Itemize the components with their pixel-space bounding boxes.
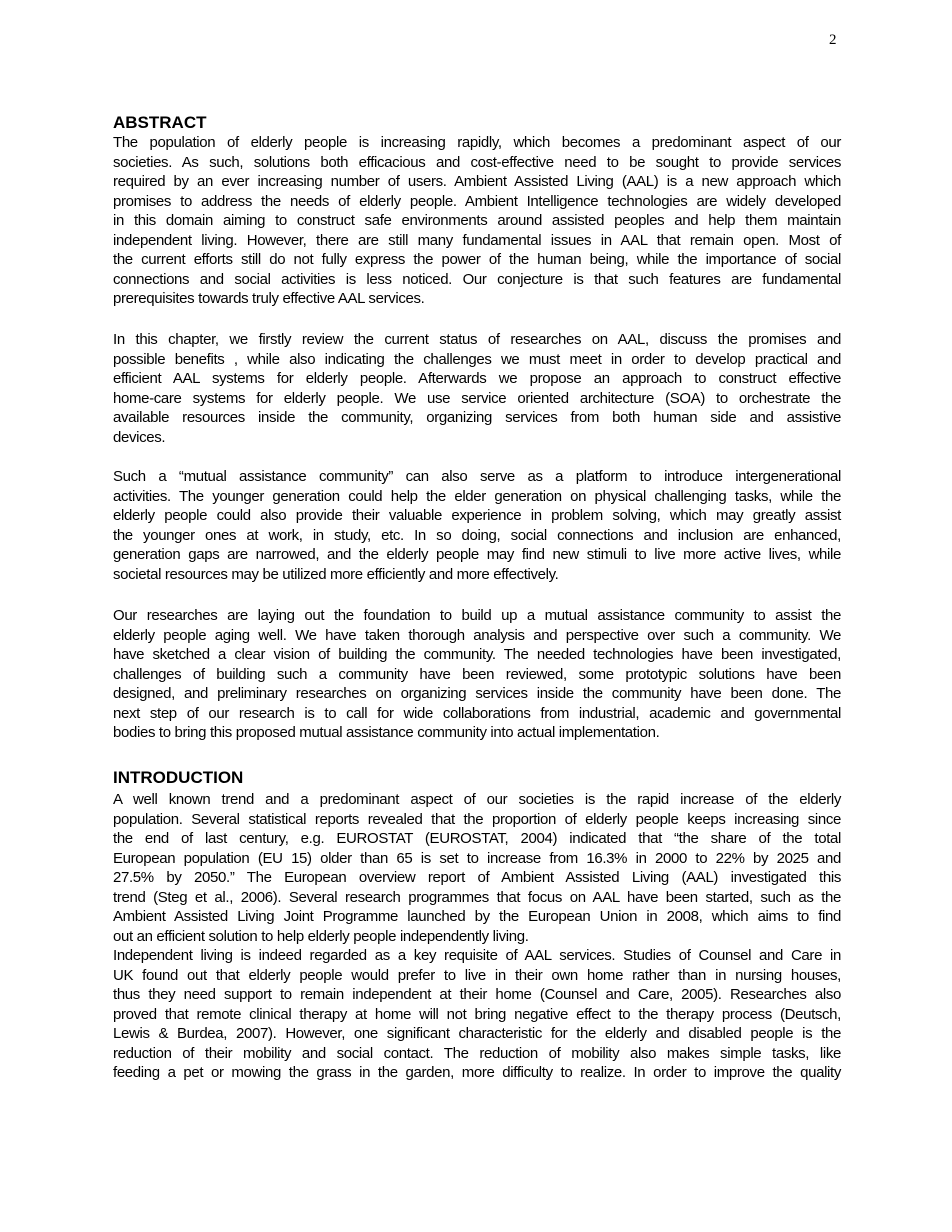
text-line: Ambient Assisted Living Joint Programme launched by the European Union in 2008, which aims to find	[113, 908, 841, 925]
text-line: bodies to bring this proposed mutual assistance community into actual implementation.	[113, 724, 660, 741]
intro-paragraph-1	[113, 790, 841, 946]
text-line: possible benefits , while also indicating the challenges we must meet in order to develop practical and	[113, 350, 841, 368]
text-line: connections and social activities is less noticed. Our conjecture is that such features are fundamental	[113, 270, 841, 288]
text-line: available resources inside the community, organizing services from both human side and assistive	[113, 409, 841, 426]
text-line: independent living. However, there are still many fundamental issues in AAL that remain open. Most of	[113, 231, 841, 249]
text-line: activities. The younger generation could help the elder generation on physical challenging tasks, while the	[113, 487, 841, 505]
text-line: Such a “mutual assistance community” can also serve as a platform to introduce intergenerational	[113, 468, 841, 485]
text-line: challenges of building such a community have been reviewed, some prototypic solutions have been	[113, 665, 841, 683]
text-line: thus they need support to remain independent at their home (Counsel and Care, 2005). Researches also	[113, 986, 841, 1003]
text-line: The population of elderly people is increasing rapidly, which becomes a predominant aspect of our	[113, 134, 841, 151]
text-line: In this chapter, we firstly review the current status of researches on AAL, discuss the promises and	[113, 331, 841, 348]
text-line: home-care systems for elderly people. We use service oriented architecture (SOA) to orchestrate the	[113, 389, 841, 407]
text-line: next step of our research is to call for wide collaborations from industrial, academic and governmental	[113, 704, 841, 722]
abstract-paragraph-4	[113, 606, 841, 743]
text-line: prerequisites towards truly effective AAL services.	[113, 290, 425, 307]
text-line: UK found out that elderly people would prefer to live in their own home rather than in nursing houses,	[113, 966, 841, 984]
text-line: required by an ever increasing number of users. Ambient Assisted Living (AAL) is a new approach which	[113, 173, 841, 190]
text-line: have sketched a clear vision of building the community. The needed technologies have been investigated,	[113, 646, 841, 663]
text-line: devices.	[113, 428, 166, 446]
text-line: the current efforts still do not fully express the power of the human being, while the importance of social	[113, 251, 841, 268]
text-line: European population (EU 15) older than 65 is set to increase from 16.3% in 2000 to 22% by 2025 and	[113, 849, 841, 867]
abstract-paragraph-3	[113, 467, 841, 584]
text-line: 27.5% by 2050.” The European overview report of Ambient Assisted Living (AAL) investigated this	[113, 869, 841, 886]
text-line: designed, and preliminary researches on organizing services inside the community have been done. The	[113, 685, 841, 702]
page-number: 2	[829, 32, 837, 48]
text-line: A well known trend and a predominant aspect of our societies is the rapid increase of the elderly	[113, 791, 841, 808]
text-line: generation gaps are narrowed, and the elderly people may find new stimuli to live more active lives, while	[113, 546, 841, 563]
abstract-paragraph-2	[113, 330, 841, 447]
text-line: elderly people aging well. We have taken thorough analysis and perspective over such a community. We	[113, 626, 841, 644]
text-line: reduction of their mobility and social contact. The reduction of mobility also makes simple tasks, like	[113, 1044, 841, 1062]
abstract-paragraph-1	[113, 133, 841, 309]
text-line: elderly people could also provide their valuable experience in problem solving, which may greatly assist	[113, 507, 841, 524]
text-line: Independent living is indeed regarded as a key requisite of AAL services. Studies of Counsel and Care in	[113, 947, 841, 964]
text-line: population. Several statistical reports revealed that the proportion of elderly people keeps increasing since	[113, 810, 841, 828]
text-line: the end of last century, e.g. EUROSTAT (EUROSTAT, 2004) indicated that “the share of the total	[113, 830, 841, 847]
heading-introduction: INTRODUCTION	[113, 768, 244, 787]
text-line: societies. As such, solutions both efficacious and cost-effective need to be sought to provide services	[113, 153, 841, 171]
intro-paragraph-2	[113, 946, 841, 1083]
heading-abstract: ABSTRACT	[113, 113, 207, 132]
text-line: societal resources may be utilized more efficiently and more effectively.	[113, 565, 559, 583]
text-line: trend (Steg et al., 2006). Several research programmes that focus on AAL have been started, such as the	[113, 888, 841, 906]
text-line: out an efficient solution to help elderly people independently living.	[113, 927, 529, 945]
text-line: feeding a pet or mowing the grass in the garden, more difficulty to realize. In order to improve the quality	[113, 1064, 841, 1081]
text-line: proved that remote clinical therapy at home will not bring negative effect to the therapy process (Deutsch,	[113, 1005, 841, 1023]
text-line: promises to address the needs of elderly people. Ambient Intelligence technologies are widely developed	[113, 192, 841, 210]
text-line: Our researches are laying out the foundation to build up a mutual assistance community to assist the	[113, 607, 841, 624]
text-line: the younger ones at work, in study, etc. In so doing, social connections and inclusion are enhanced,	[113, 526, 841, 544]
text-line: efficient AAL systems for elderly people. Afterwards we propose an approach to construct effective	[113, 370, 841, 387]
text-line: in this domain aiming to construct safe environments around assisted peoples and help them maintain	[113, 212, 841, 229]
text-line: Lewis & Burdea, 2007). However, one significant characteristic for the elderly and disabled people is the	[113, 1025, 841, 1042]
